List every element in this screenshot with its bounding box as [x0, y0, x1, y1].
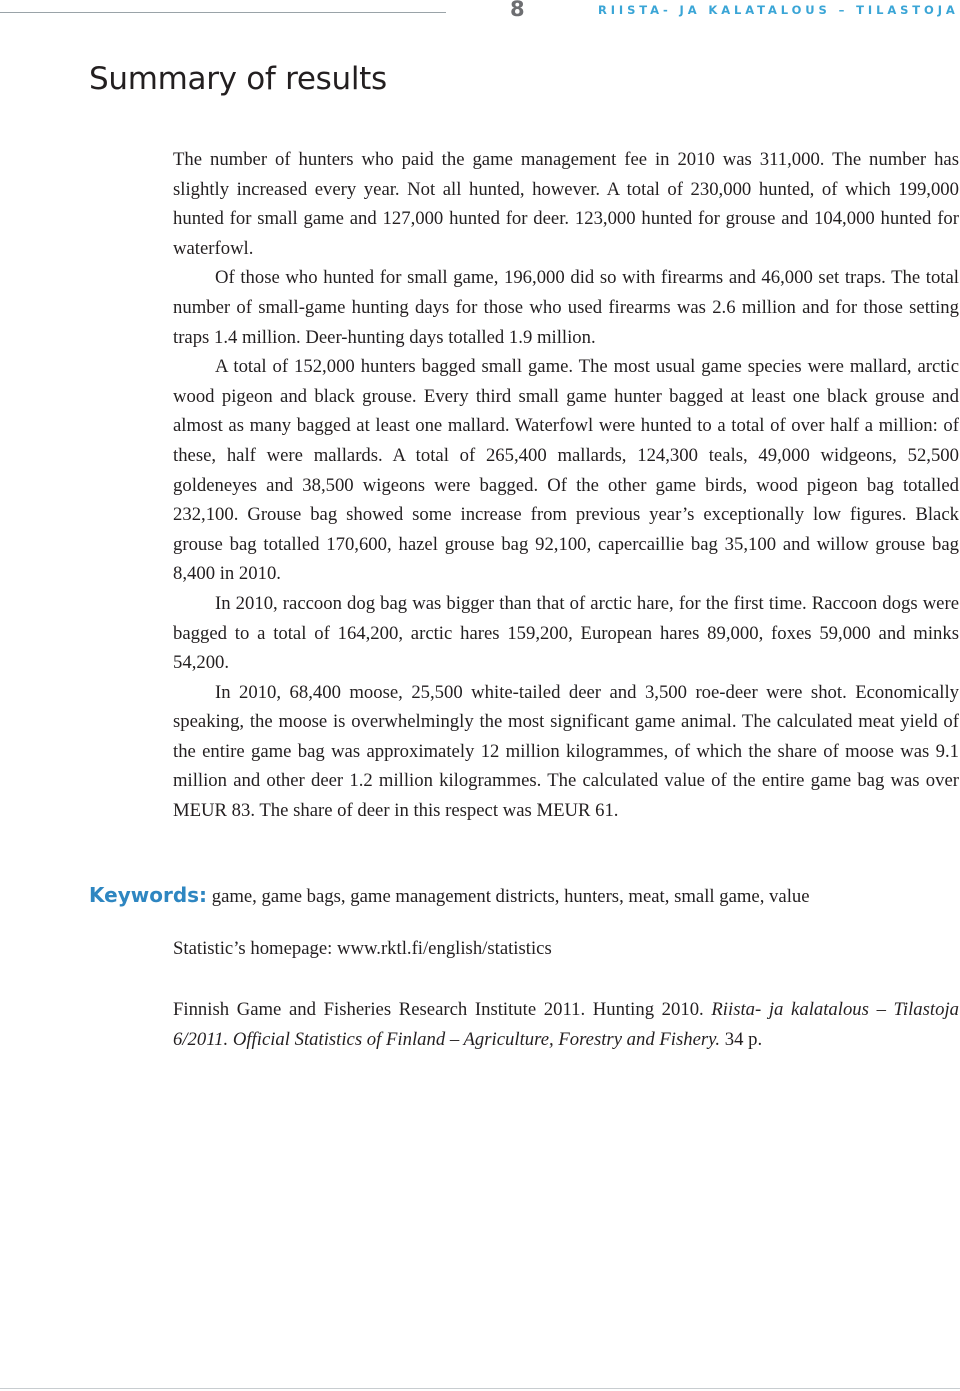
footer-rule [0, 1388, 960, 1389]
summary-body [173, 145, 959, 826]
homepage-line: Statistic’s homepage: www.rktl.fi/english/statistics [173, 938, 552, 959]
paragraph-hunters: The number of hunters who paid the game management fee in 2010 was 311,000. The number has slightly increased every year. Not all hunted, however. A total of 230,000 hunted, of which 199,000 hunted for small game and 127,000 hunted for deer. 123,000 hunted for grouse and 104,000 hunted for waterfowl. [173, 149, 959, 259]
page-number: 8 [510, 0, 525, 21]
citation-plain: Finnish Game and Fisheries Research Institute 2011. Hunting 2010. [173, 999, 712, 1020]
keywords-text: game, game bags, game management districts, hunters, meat, small game, value [211, 886, 810, 907]
citation-series: Riista- ja kalatalous – Tilastoja 6/2011. Official Statistics of Finland – Agriculture, Forestry and Fishery. [173, 999, 959, 1050]
keywords-line [89, 883, 810, 908]
page-title: Summary of results [89, 61, 387, 97]
keywords-label: Keywords: [89, 883, 208, 907]
paragraph-hunting-days: Of those who hunted for small game, 196,000 did so with firearms and 46,000 set traps. The total number of small-game hunting days for those who used firearms was 2.6 million and for those setting traps 1.4 million. Deer-hunting days totalled 1.9 million. [173, 267, 959, 348]
header-rule [0, 12, 446, 13]
paragraph-small-game-bag: A total of 152,000 hunters bagged small game. The most usual game species were mallard, arctic wood pigeon and black grouse. Every third small game hunter bagged at least one black grouse and almost as many bagged at least one mallard. Waterfowl were hunted to a total of over half a million: of these, half were mallards. A total of 265,400 mallards, 124,300 teals, 49,000 widgeons, 52,500 goldeneyes and 38,500 wigeons were bagged. Of the other game birds, wood pigeon bag totalled 232,100. Grouse bag showed some increase from previous year’s exceptionally low figures. Black grouse bag totalled 170,600, hazel grouse bag 92,100, capercaillie bag 35,100 and willow grouse bag 8,400 in 2010. [173, 356, 959, 585]
running-header: RIISTA- JA KALATALOUS – TILASTOJA [598, 3, 959, 17]
citation [173, 995, 959, 1054]
paragraph-raccoon-dogs: In 2010, raccoon dog bag was bigger than that of arctic hare, for the first time. Raccoon dogs were bagged to a total of 164,200, arctic hares 159,200, European hares 89,000, foxes 59,000 and minks 54,200. [173, 592, 959, 674]
paragraph-moose-deer: In 2010, 68,400 moose, 25,500 white-tailed deer and 3,500 roe-deer were shot. Economically speaking, the moose is overwhelmingly the most significant game animal. The calculated meat yield of the entire game bag was approximately 12 million kilogrammes, of which the share of moose was 9.1 million and other deer 1.2 million kilogrammes. The calculated value of the entire game bag was over MEUR 83. The share of deer in this respect was MEUR 61. [173, 681, 959, 822]
citation-pages: 34 p. [720, 1028, 763, 1050]
